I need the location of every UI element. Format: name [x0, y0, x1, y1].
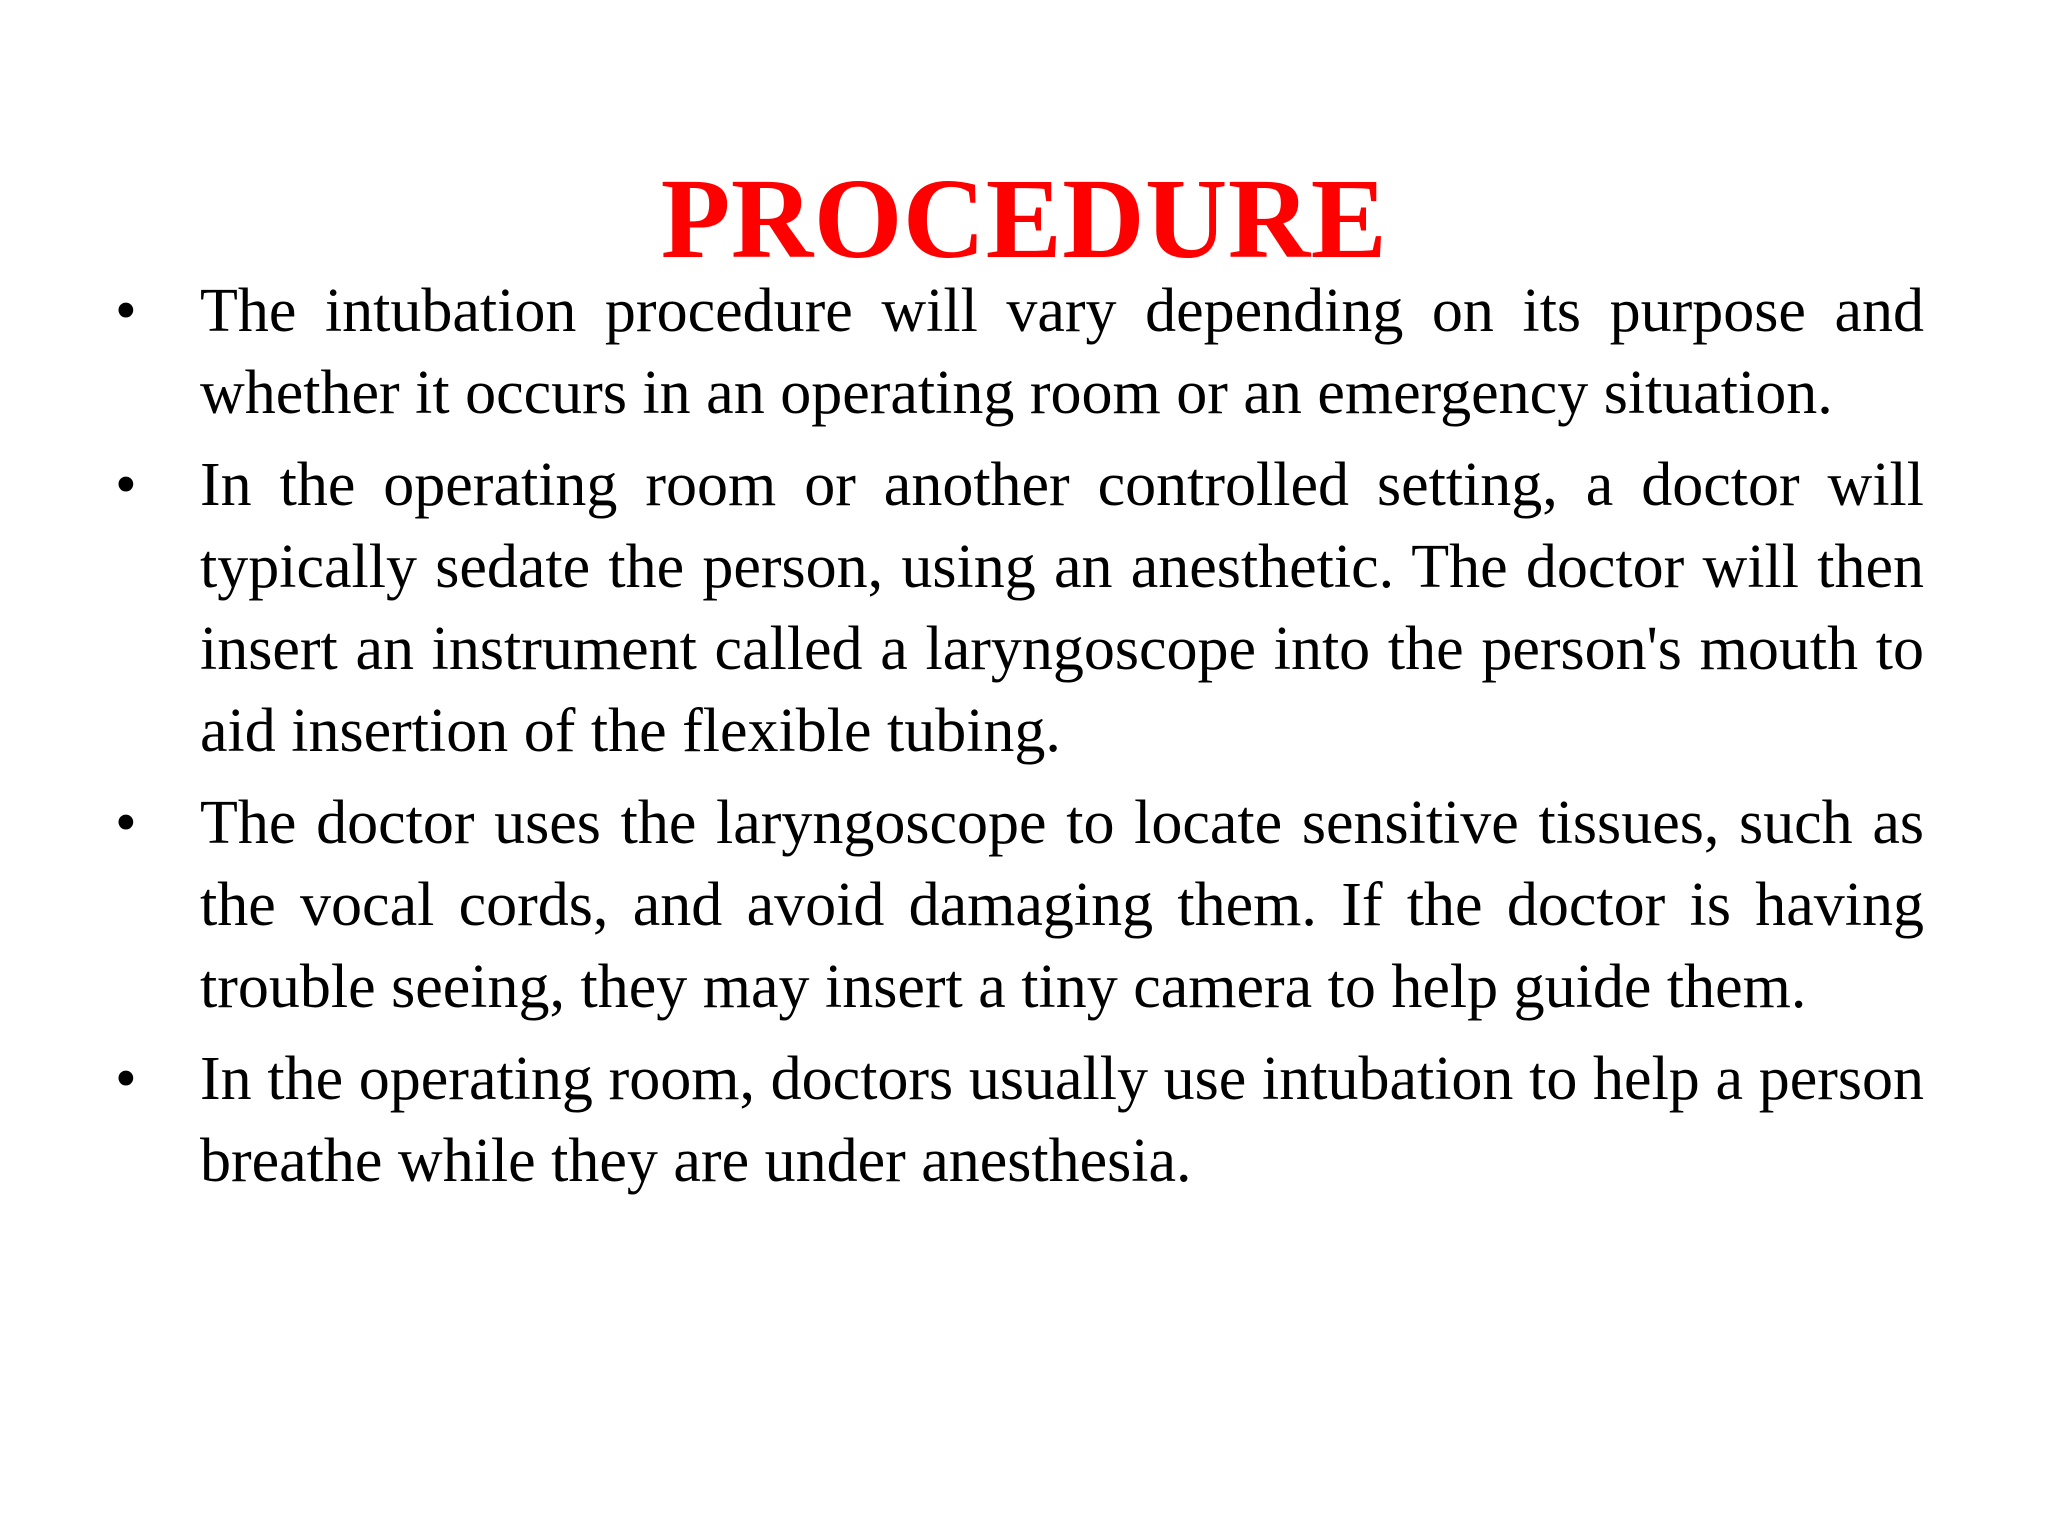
- bullet-item: [0, 782, 1924, 1028]
- bullet-text: In the operating room, doctors usually use intubation to help a person breathe while they are under anesthesia.: [200, 1045, 1924, 1195]
- bullet-icon: •: [115, 789, 137, 857]
- bullet-icon: •: [115, 451, 137, 519]
- bullet-text: In the operating room or another controlled setting, a doctor will typically sedate the person, using an anesthetic. The doctor will then insert an instrument called a laryngoscope into the person's mouth to aid insertion of the flexible tubing.: [200, 451, 1924, 765]
- bullet-icon: •: [115, 277, 137, 345]
- bullet-list: [0, 270, 2048, 1212]
- bullet-item: [0, 1038, 1924, 1202]
- bullet-icon: •: [115, 1045, 137, 1113]
- slide-title: PROCEDURE: [660, 155, 1388, 283]
- bullet-text: The intubation procedure will vary depending on its purpose and whether it occurs in an operating room or an emergency situation.: [200, 277, 1924, 427]
- bullet-item: [0, 444, 1924, 772]
- bullet-item: [0, 270, 1924, 434]
- bullet-text: The doctor uses the laryngoscope to locate sensitive tissues, such as the vocal cords, and avoid damaging them. If the doctor is having trouble seeing, they may insert a tiny camera to help guide them.: [200, 789, 1924, 1021]
